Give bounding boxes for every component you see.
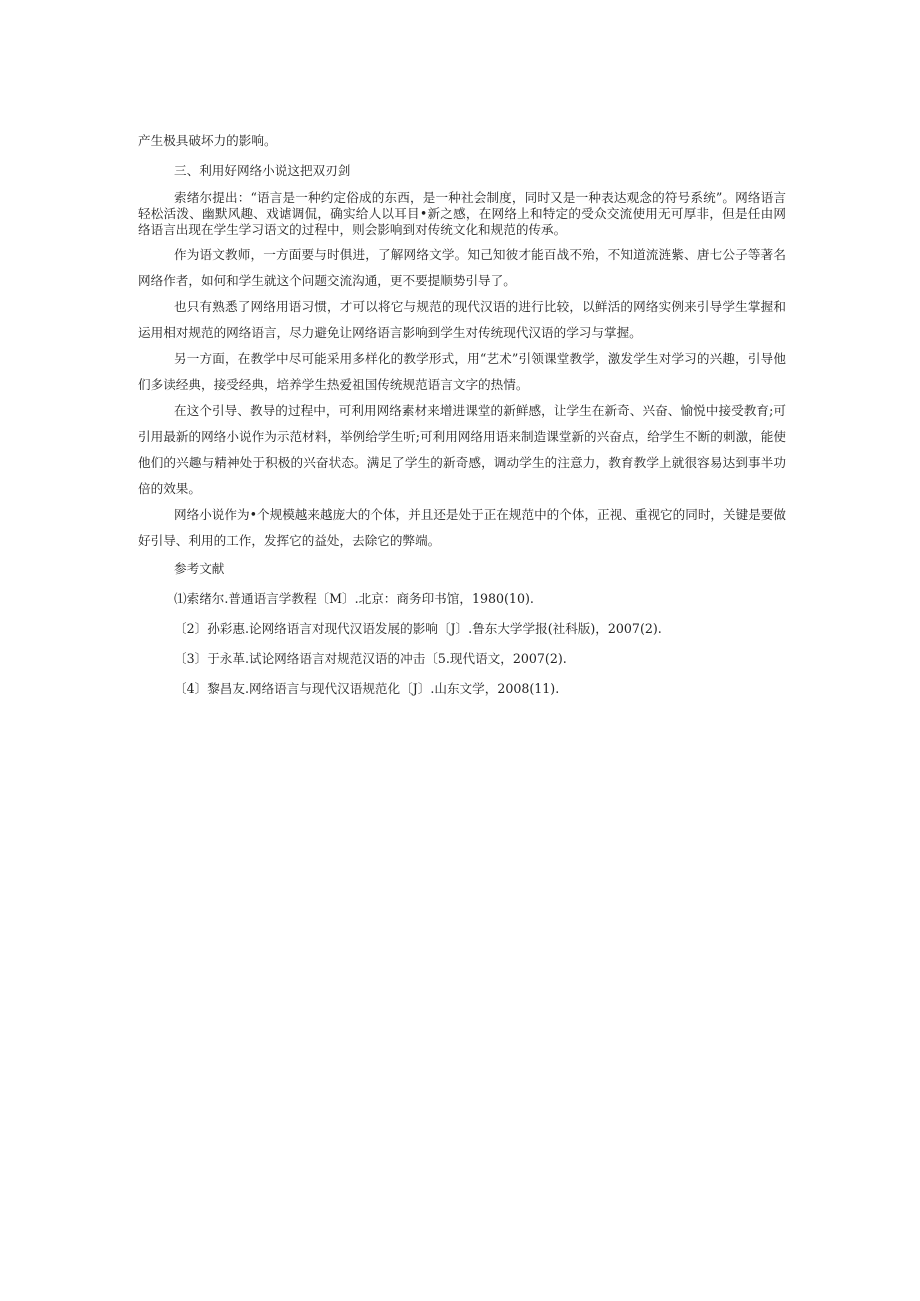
paragraph-guidance-process: 在这个引导、教导的过程中，可利用网络素材来增进课堂的新鲜感，让学生在新奇、兴奋、愉悦中接受教育;可引用最新的网络小说作为示范材料，举例给学生听;可利用网络用语来制造课堂新的兴奋点，给学生不断的刺激，能使他们的兴趣与精神处于积极的兴奋状态。满足了学生的新奇感，调动学生的注意力，教育教学上就很容易达到事半功倍的效果。	[138, 403, 786, 496]
references-title: 参考文献	[174, 561, 225, 576]
paragraph-saussure-quote: 索绪尔提出：“语言是一种约定俗成的东西，是一种社会制度，同时又是一种表达观念的符号系统”。网络语言轻松活泼、幽默风趣、戏谑调侃，确实给人以耳目•新之感，在网络上和特定的受众交流使用无可厚非，但是任由网络语言出现在学生学习语文的过程中，则会影响到对传统文化和规范的传承。	[138, 190, 786, 237]
reference-item: 〔3〕于永革.试论网络语言对规范汉语的冲击〔5.现代语文，2007(2).	[174, 651, 567, 666]
document-body	[138, 128, 786, 704]
reference-item: 〔4〕黎昌友.网络语言与现代汉语规范化〔J〕.山东文学，2008(11).	[174, 681, 560, 696]
reference-item: 〔2〕孙彩惠.论网络语言对现代汉语发展的影响〔J〕.鲁东大学学报(社科版)，2007(2).	[174, 621, 662, 636]
paragraph-familiarity: 也只有熟悉了网络用语习惯，才可以将它与规范的现代汉语的进行比较，以鲜活的网络实例来引导学生掌握和运用相对规范的网络语言，尽力避免让网络语言影响到学生对传统现代汉语的学习与掌握。	[138, 299, 786, 340]
paragraph-continued: 产生极具破坏力的影响。	[138, 133, 277, 148]
paragraph-teacher-role: 作为语文教师，一方面要与时俱进，了解网络文学。知己知彼才能百战不殆，不知道流涟紫、唐七公子等著名网络作者，如何和学生就这个问题交流沟通，更不要提顺势引导了。	[138, 247, 786, 288]
paragraph-conclusion: 网络小说作为•个规模越来越庞大的个体，并且还是处于正在规范中的个体，正视、重视它的同时，关键是要做好引导、利用的工作，发挥它的益处，去除它的弊端。	[138, 507, 786, 548]
reference-item: ⑴索绪尔.普通语言学教程〔M〕.北京：商务印书馆，1980(10).	[174, 591, 534, 606]
section-heading: 三、利用好网络小说这把双刃剑	[174, 163, 351, 178]
paragraph-teaching-forms: 另一方面，在教学中尽可能采用多样化的教学形式，用“艺术”引领课堂教学，激发学生对学习的兴趣，引导他们多读经典，接受经典，培养学生热爱祖国传统规范语言文字的热情。	[138, 351, 786, 392]
